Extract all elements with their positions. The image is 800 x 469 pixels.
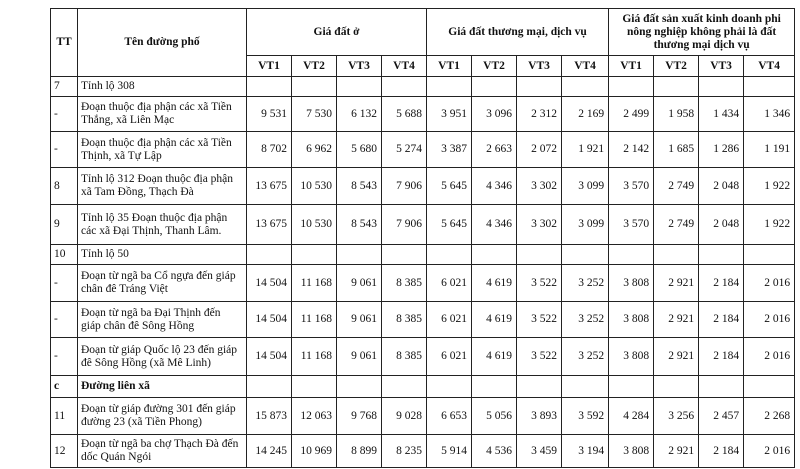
row-tt: 11 — [51, 398, 78, 435]
row-tt: - — [51, 338, 78, 376]
price-cell: 3 459 — [517, 435, 562, 468]
price-cell: 3 522 — [517, 338, 562, 376]
header-vt: VT3 — [517, 56, 562, 77]
price-cell: 3 522 — [517, 265, 562, 302]
row-tt: 10 — [51, 245, 78, 265]
price-cell: 14 504 — [247, 265, 292, 302]
price-cell: 3 808 — [609, 435, 654, 468]
price-cell: 11 168 — [292, 338, 337, 376]
price-cell: 1 958 — [654, 97, 699, 132]
price-cell — [699, 245, 744, 265]
price-cell: 3 808 — [609, 265, 654, 302]
price-cell: 2 184 — [699, 338, 744, 376]
table-row — [51, 338, 795, 376]
table-row — [51, 132, 795, 168]
table-row — [51, 265, 795, 302]
header-vt: VT4 — [562, 56, 609, 77]
header-residential-price: Giá đất ở — [247, 9, 427, 56]
price-cell: 8 702 — [247, 132, 292, 168]
price-cell: 2 499 — [609, 97, 654, 132]
price-cell: 10 530 — [292, 168, 337, 205]
price-cell — [517, 376, 562, 398]
header-commercial-price: Giá đất thương mại, dịch vụ — [427, 9, 609, 56]
price-cell: 8 385 — [382, 265, 427, 302]
price-cell: 5 688 — [382, 97, 427, 132]
table-row — [51, 302, 795, 338]
price-cell: 3 522 — [517, 302, 562, 338]
price-cell: 2 268 — [744, 398, 795, 435]
price-cell — [517, 245, 562, 265]
price-cell: 3 570 — [609, 205, 654, 245]
price-cell: 2 142 — [609, 132, 654, 168]
price-cell — [427, 77, 472, 97]
price-cell: 9 061 — [337, 338, 382, 376]
price-cell: 8 385 — [382, 338, 427, 376]
header-vt: VT3 — [337, 56, 382, 77]
price-cell — [337, 376, 382, 398]
price-cell: 1 286 — [699, 132, 744, 168]
land-price-table — [50, 8, 795, 468]
price-cell: 6 021 — [427, 265, 472, 302]
table-row — [51, 376, 795, 398]
price-cell — [427, 245, 472, 265]
price-cell: 8 543 — [337, 168, 382, 205]
price-cell — [472, 77, 517, 97]
price-cell: 2 457 — [699, 398, 744, 435]
price-cell: 7 906 — [382, 205, 427, 245]
price-cell: 10 530 — [292, 205, 337, 245]
row-tt: 8 — [51, 168, 78, 205]
price-cell: 11 168 — [292, 302, 337, 338]
price-cell: 8 385 — [382, 302, 427, 338]
header-vt: VT1 — [427, 56, 472, 77]
price-cell — [609, 77, 654, 97]
price-cell — [562, 376, 609, 398]
price-cell: 4 619 — [472, 302, 517, 338]
price-cell: 3 099 — [562, 205, 609, 245]
row-street-name: Đoạn từ giáp Quốc lộ 23 đến giáp đê Sông Hồng (xã Mê Linh) — [78, 338, 247, 376]
price-cell: 2 184 — [699, 435, 744, 468]
price-cell: 11 168 — [292, 265, 337, 302]
price-cell: 1 922 — [744, 168, 795, 205]
price-cell: 3 808 — [609, 302, 654, 338]
price-cell — [744, 77, 795, 97]
price-cell — [654, 376, 699, 398]
price-cell: 3 252 — [562, 265, 609, 302]
row-street-name: Tỉnh lộ 50 — [78, 245, 247, 265]
price-cell: 2 312 — [517, 97, 562, 132]
row-street-name: Đoạn thuộc địa phận các xã Tiền Thắng, xã Liên Mạc — [78, 97, 247, 132]
header-vt: VT3 — [699, 56, 744, 77]
table-row — [51, 97, 795, 132]
header-vt: VT4 — [744, 56, 795, 77]
price-cell: 4 284 — [609, 398, 654, 435]
price-cell: 5 680 — [337, 132, 382, 168]
price-cell: 3 099 — [562, 168, 609, 205]
price-cell: 3 252 — [562, 302, 609, 338]
price-cell: 4 619 — [472, 265, 517, 302]
price-cell: 8 543 — [337, 205, 382, 245]
price-cell: 14 504 — [247, 302, 292, 338]
row-tt: - — [51, 97, 78, 132]
row-street-name: Tỉnh lộ 35 Đoạn thuộc địa phận các xã Đại Thịnh, Thanh Lâm. — [78, 205, 247, 245]
price-cell: 1 191 — [744, 132, 795, 168]
price-cell: 2 921 — [654, 302, 699, 338]
header-tt: TT — [51, 9, 78, 77]
price-cell: 9 061 — [337, 265, 382, 302]
row-street-name: Đoạn từ ngã ba chợ Thạch Đà đến dốc Quán Ngói — [78, 435, 247, 468]
price-cell: 4 346 — [472, 205, 517, 245]
price-cell: 10 969 — [292, 435, 337, 468]
price-cell: 1 685 — [654, 132, 699, 168]
price-cell — [292, 245, 337, 265]
header-vt: VT2 — [654, 56, 699, 77]
price-cell — [382, 376, 427, 398]
price-cell: 5 056 — [472, 398, 517, 435]
price-cell — [292, 77, 337, 97]
price-cell — [247, 245, 292, 265]
price-cell: 1 346 — [744, 97, 795, 132]
row-tt: - — [51, 265, 78, 302]
table-row — [51, 168, 795, 205]
price-cell: 2 048 — [699, 168, 744, 205]
price-cell: 8 235 — [382, 435, 427, 468]
price-cell — [382, 77, 427, 97]
price-cell — [247, 77, 292, 97]
price-cell — [292, 376, 337, 398]
price-cell: 1 434 — [699, 97, 744, 132]
price-cell: 2 921 — [654, 265, 699, 302]
table-row — [51, 435, 795, 468]
price-cell: 5 914 — [427, 435, 472, 468]
row-street-name: Đoạn từ ngã ba Đại Thịnh đến giáp chân đê Sông Hồng — [78, 302, 247, 338]
row-tt: c — [51, 376, 78, 398]
price-cell: 2 921 — [654, 435, 699, 468]
header-production-price: Giá đất sản xuất kinh doanh phi nông nghiệp không phải là đất thương mại dịch vụ — [609, 9, 795, 56]
price-cell: 5 645 — [427, 168, 472, 205]
row-tt: 7 — [51, 77, 78, 97]
price-cell — [654, 245, 699, 265]
table-row — [51, 398, 795, 435]
price-cell: 2 016 — [744, 302, 795, 338]
table-row — [51, 77, 795, 97]
price-cell: 3 256 — [654, 398, 699, 435]
price-cell: 3 302 — [517, 205, 562, 245]
price-cell: 2 016 — [744, 265, 795, 302]
row-tt: 9 — [51, 205, 78, 245]
price-cell: 2 072 — [517, 132, 562, 168]
header-vt: VT2 — [472, 56, 517, 77]
price-cell — [654, 77, 699, 97]
price-cell — [744, 245, 795, 265]
price-cell — [427, 376, 472, 398]
price-cell — [337, 245, 382, 265]
header-street-name: Tên đường phố — [78, 9, 247, 77]
row-street-name: Tỉnh lộ 312 Đoạn thuộc địa phận xã Tam Đồng, Thạch Đà — [78, 168, 247, 205]
header-row-groups — [51, 9, 795, 56]
price-cell: 2 016 — [744, 338, 795, 376]
row-tt: - — [51, 302, 78, 338]
price-cell — [699, 77, 744, 97]
price-cell: 8 899 — [337, 435, 382, 468]
price-cell: 14 245 — [247, 435, 292, 468]
price-cell: 13 675 — [247, 205, 292, 245]
price-cell: 2 663 — [472, 132, 517, 168]
table-body — [51, 77, 795, 468]
header-vt: VT1 — [247, 56, 292, 77]
price-cell: 1 921 — [562, 132, 609, 168]
price-cell: 5 645 — [427, 205, 472, 245]
price-cell: 4 346 — [472, 168, 517, 205]
price-cell: 3 302 — [517, 168, 562, 205]
price-cell — [609, 245, 654, 265]
price-cell: 5 274 — [382, 132, 427, 168]
price-cell: 15 873 — [247, 398, 292, 435]
price-cell: 3 194 — [562, 435, 609, 468]
price-cell — [472, 245, 517, 265]
price-cell: 2 169 — [562, 97, 609, 132]
price-cell — [382, 245, 427, 265]
price-cell: 3 951 — [427, 97, 472, 132]
price-cell: 3 252 — [562, 338, 609, 376]
price-cell: 9 768 — [337, 398, 382, 435]
price-cell: 6 653 — [427, 398, 472, 435]
price-cell — [472, 376, 517, 398]
price-cell — [337, 77, 382, 97]
price-cell: 9 531 — [247, 97, 292, 132]
price-cell: 9 028 — [382, 398, 427, 435]
row-tt: - — [51, 132, 78, 168]
price-cell: 3 570 — [609, 168, 654, 205]
price-cell: 2 921 — [654, 338, 699, 376]
price-cell: 2 016 — [744, 435, 795, 468]
table-row — [51, 205, 795, 245]
table-row — [51, 245, 795, 265]
price-cell — [562, 245, 609, 265]
row-street-name: Tỉnh lộ 308 — [78, 77, 247, 97]
price-cell: 3 096 — [472, 97, 517, 132]
row-tt: 12 — [51, 435, 78, 468]
row-street-name: Đoạn từ giáp đường 301 đến giáp đường 23 (xã Tiền Phong) — [78, 398, 247, 435]
price-cell: 13 675 — [247, 168, 292, 205]
price-cell: 2 184 — [699, 302, 744, 338]
price-cell — [744, 376, 795, 398]
header-vt: VT2 — [292, 56, 337, 77]
price-cell: 2 749 — [654, 168, 699, 205]
price-cell: 9 061 — [337, 302, 382, 338]
header-vt: VT4 — [382, 56, 427, 77]
price-cell: 2 749 — [654, 205, 699, 245]
price-cell: 6 962 — [292, 132, 337, 168]
row-street-name: Đoạn thuộc địa phận các xã Tiền Thịnh, xã Tự Lập — [78, 132, 247, 168]
price-cell: 1 922 — [744, 205, 795, 245]
price-cell: 4 536 — [472, 435, 517, 468]
price-cell: 4 619 — [472, 338, 517, 376]
price-cell: 6 021 — [427, 338, 472, 376]
price-cell: 12 063 — [292, 398, 337, 435]
price-cell: 2 184 — [699, 265, 744, 302]
price-cell: 3 893 — [517, 398, 562, 435]
price-cell — [699, 376, 744, 398]
price-cell — [517, 77, 562, 97]
price-cell: 3 387 — [427, 132, 472, 168]
price-cell: 6 021 — [427, 302, 472, 338]
row-street-name: Đường liên xã — [78, 376, 247, 398]
row-street-name: Đoạn từ ngã ba Cổ ngựa đến giáp chân đê Tráng Việt — [78, 265, 247, 302]
price-cell: 3 592 — [562, 398, 609, 435]
price-cell — [609, 376, 654, 398]
header-vt: VT1 — [609, 56, 654, 77]
price-cell: 7 530 — [292, 97, 337, 132]
price-cell: 6 132 — [337, 97, 382, 132]
price-cell: 3 808 — [609, 338, 654, 376]
price-cell: 2 048 — [699, 205, 744, 245]
price-cell — [562, 77, 609, 97]
price-cell: 7 906 — [382, 168, 427, 205]
price-cell: 14 504 — [247, 338, 292, 376]
price-cell — [247, 376, 292, 398]
